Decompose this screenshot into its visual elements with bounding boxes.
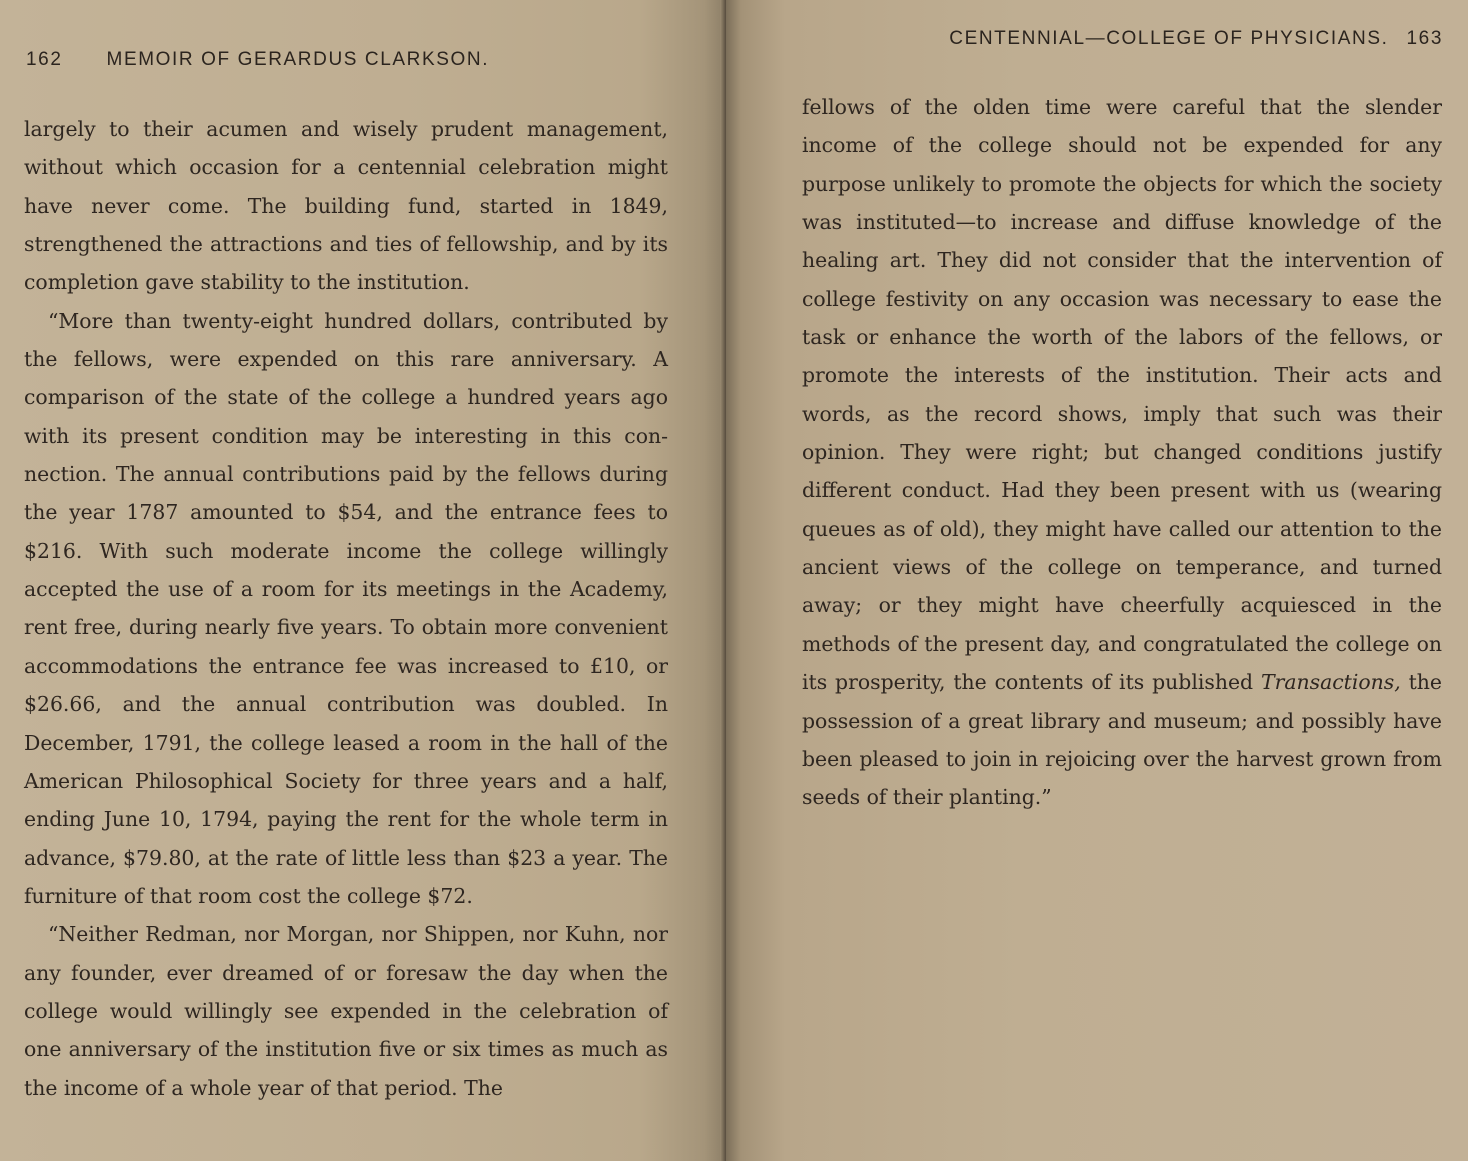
right-paragraph-text-a: fellows of the olden time were careful that the slender income of the college should not be expended for any purpose unlikely to promote the objects for which the society was instituted—to increase and diffuse knowledge of the healing art. They did not consider that the intervention of college festivity on any occasion was necessary to ease the task or enhance the worth of the labors of the fellows, or promote the interests of the institution. Their acts and words, as the record shows, imply that such was their opinion. They were right; but changed conditions justify different conduct. Had they been present with us (wearing queues as of old), they might have called our attention to the ancient views of the college on temperance, and turned away; or they might have cheerfully acquiesced in the methods of the present day, and congratulated the college on its prosperity, the contents of its published xyxy=(802,95,1442,695)
transactions-title: Transactions, xyxy=(1260,670,1401,695)
right-paragraph-1 xyxy=(802,88,1442,817)
left-body-text xyxy=(24,110,668,1107)
right-page xyxy=(726,0,1468,1161)
left-paragraph-1: largely to their acumen and wisely prudent management, without which occasion for a centennial celebration might have never come. The building fund, started in 1849, strengthened the attractions and ties of fellowship, and by its completion gave stability to the institution. xyxy=(24,117,668,295)
left-paragraph-3: “Neither Redman, nor Morgan, nor Shippen, nor Kuhn, nor any founder, ever dreamed of or foresaw the day when the college would willingly see expended in the celebration of one anniversary of the institution five or six times as much as the income of a whole year of that period. The xyxy=(24,922,668,1100)
right-body-text xyxy=(802,88,1442,817)
right-running-head xyxy=(949,28,1443,50)
left-running-title: MEMOIR OF GERARDUS CLARKSON. xyxy=(106,49,490,70)
right-paragraph-text-b: the possession of a great library and museum; and possibly have been pleased to join in rejoicing over the harvest grown from seeds of their planting.” xyxy=(802,670,1442,810)
left-paragraph-2: “More than twenty-eight hundred dollars, contributed by the fellows, were expended on this rare anniversary. A comparison of the state of the college a hundred years ago with its present condition may be interesting in this connection. The annual contributions paid by the fellows during the year 1787 amounted to $54, and the entrance fees to $216. With such moderate income the college willingly accepted the use of a room for its meetings in the Academy, rent free, during nearly five years. To obtain more convenient accommodations the entrance fee was increased to £10, or $26.66, and the annual contribution was doubled. In December, 1791, the college leased a room in the hall of the American Philosophical Society for three years and a half, ending June 10, 1794, paying the rent for the whole term in advance, $79.80, at the rate of little less than $23 a year. The furniture of that room cost the college $72. xyxy=(24,308,668,908)
right-running-title: CENTENNIAL—COLLEGE OF PHYSICIANS. xyxy=(949,28,1389,49)
left-page-number: 162 xyxy=(26,49,63,70)
right-page-number: 163 xyxy=(1406,28,1443,49)
left-running-head xyxy=(26,49,489,71)
left-page xyxy=(0,0,726,1161)
